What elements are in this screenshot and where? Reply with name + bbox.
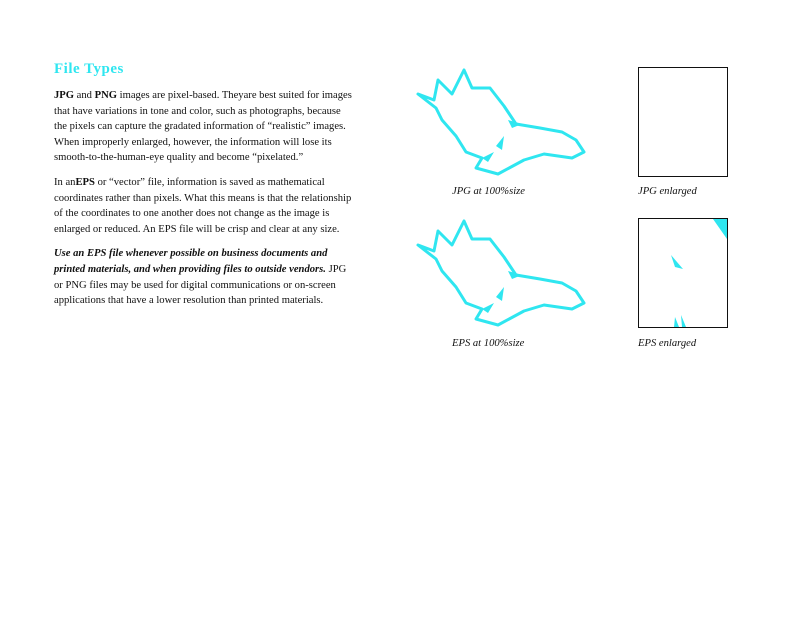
eps-label: EPS bbox=[75, 176, 95, 188]
and-word: and bbox=[76, 90, 92, 101]
page-title: File Types bbox=[54, 61, 124, 77]
caption-eps-full: EPS at 100%size bbox=[452, 338, 525, 349]
recommendation-emphasis: Use an EPS file whenever possible on business documents and printed materials, and when providing files to outside vendors. bbox=[54, 248, 328, 275]
jpg-wolf-head-image bbox=[412, 66, 588, 178]
caption-jpg-full: JPG at 100%size bbox=[452, 186, 525, 197]
body-text bbox=[54, 88, 352, 318]
paragraph-vector-lead: In an bbox=[54, 176, 76, 188]
jpg-label: JPG bbox=[54, 90, 75, 101]
eps-enlarged-detail bbox=[639, 219, 727, 327]
jpg-enlarged-image bbox=[638, 67, 728, 177]
caption-jpg-enlarged: JPG enlarged bbox=[638, 186, 697, 197]
caption-eps-enlarged: EPS enlarged bbox=[638, 338, 697, 349]
paragraph-recommendation bbox=[54, 246, 352, 308]
png-label: PNG bbox=[94, 90, 117, 101]
paragraph-vector-text: or “vector” file, information is saved as mathematical coordinates rather than pixels. What this means is that the relationship of the coordinates to one another does not change as the image is enlarged or reduced. An EPS file will be crisp and clear at any size. bbox=[54, 176, 352, 235]
eps-wolf-head-image bbox=[412, 217, 588, 329]
paragraph-vector bbox=[54, 175, 352, 237]
recommendation-text: JPG or PNG files may be used for digital communications or on-screen applications that have a lower resolution than printed materials. bbox=[54, 263, 347, 307]
paragraph-raster-text: images are pixel-based. Theyare best suited for images that have variations in tone and color, such as photographs, because the pixels can capture the gradated information of “realistic” images. When improperly enlarged, however, the information will lose its smooth-to-the-human-eye quality and become “pixelated.” bbox=[54, 90, 352, 164]
eps-enlarged-image bbox=[638, 218, 728, 328]
paragraph-raster bbox=[54, 88, 352, 166]
